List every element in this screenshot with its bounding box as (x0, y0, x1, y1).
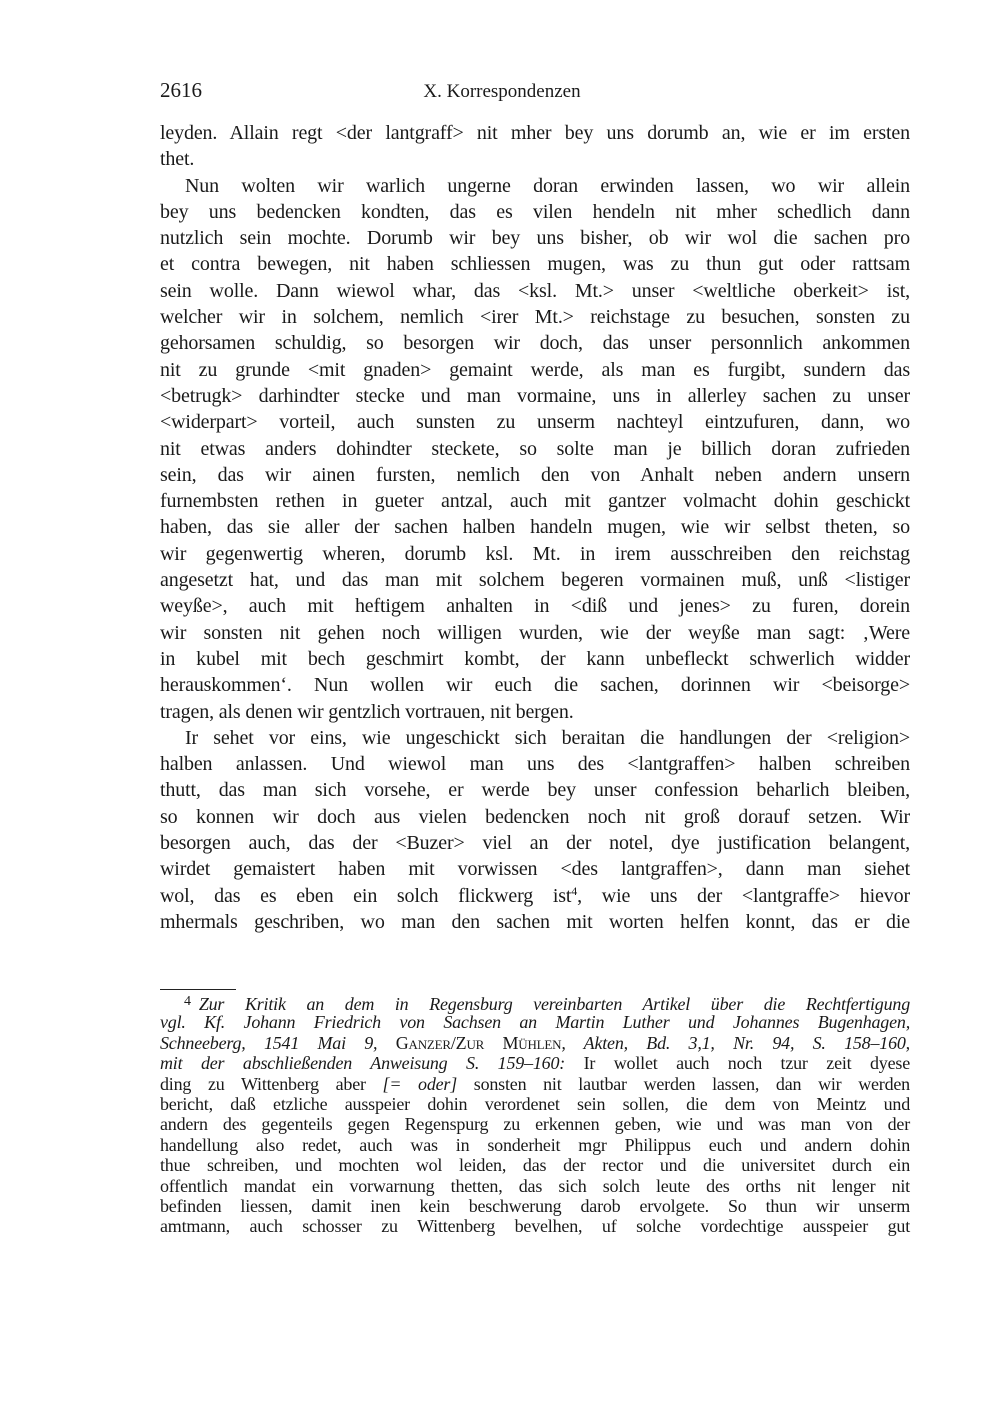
footnote-line (160, 1114, 910, 1134)
footnote-text: offentlich mandat ein vorwarnung thetten, das sich solch leute des orths nit lenger nit (160, 1175, 910, 1196)
footnote-text: befinden liessen, damit inen kein beschwerung darob ervolgete. So thun wir unserm (160, 1195, 910, 1216)
footnote-line (160, 1094, 910, 1114)
text-line-content: et contra bewegen, nit haben schliessen mugen, was zu thun gut oder rattsam (160, 253, 910, 276)
footnote-reference[interactable]: 4 (571, 883, 578, 898)
text-line (160, 173, 910, 199)
text-line (160, 225, 910, 251)
text-line (160, 120, 910, 146)
footnotes (160, 992, 910, 1237)
text-line-content: gehorsamen schuldig, so besorgen wir doch, das unser personnlich ankommen (160, 332, 910, 355)
footnote-line (160, 1176, 910, 1196)
footnote-line (160, 992, 910, 1012)
text-line-content: angesetzt hat, und das man mit solchem begeren vormainen muß, unß <listiger (160, 569, 910, 592)
text-line (160, 251, 910, 277)
text-line (160, 304, 910, 330)
text-line-content: nit zu grunde <mit gnaden> gemaint werde, als man es furgibt, sundern das (160, 358, 910, 381)
footnote-text: [= oder] (382, 1073, 458, 1094)
text-line-content: halben anlassen. Und wiewol man uns des <lantgraffen> halben schreiben (160, 753, 910, 776)
footnote-line (160, 1053, 910, 1073)
footnote-line (160, 1135, 910, 1155)
text-line-content: bey uns bedencken kondten, das es vilen hendeln nit mher schedlich dann (160, 200, 910, 223)
text-line-content: wir gegenwertig wheren, dorumb ksl. Mt. in irem ausschreiben den reichstag (160, 542, 910, 565)
text-line-content: thet. (160, 148, 195, 171)
running-head: X. Korrespondenzen (423, 81, 581, 102)
text-line (160, 620, 910, 646)
text-line (160, 146, 910, 172)
text-line-content: haben, das sie aller der sachen halben handeln mugen, wie wir selbst theten, so (160, 516, 910, 539)
text-line (160, 330, 910, 356)
text-line (160, 646, 910, 672)
text-line (160, 804, 910, 830)
footnote-text: sonsten nit lautbar werden lassen, dan wir werden (457, 1073, 910, 1094)
text-line (160, 672, 910, 698)
text-line (160, 909, 910, 935)
footnote-text: , Akten, Bd. 3,1, Nr. 94, S. 158–160, (561, 1032, 910, 1053)
text-line (160, 436, 910, 462)
text-line-content: nit etwas anders dohindter steckete, so solte man je billich doran zufrieden (160, 437, 910, 460)
footnote-rule (160, 989, 236, 990)
text-line-content: wol, das es eben ein solch flickwerg ist (160, 884, 572, 907)
text-line (160, 462, 910, 488)
text-line-content: furnembsten rethen in gueter antzal, auch mit gantzer volmacht dohin geschickt (160, 490, 910, 513)
footnote-line (160, 1033, 910, 1053)
text-line-content: wirdet gemaistert haben mit vorwissen <des lantgraffen>, dann man siehet (160, 858, 910, 881)
footnote-line (160, 1074, 910, 1094)
text-line (160, 357, 910, 383)
text-line (160, 699, 910, 725)
text-line (160, 514, 910, 540)
footnote-text: Schneeberg, 1541 Mai 9, (160, 1032, 396, 1053)
text-line-content: sein, das wir ainen fursten, nemlich den von Anhalt neben andern unsern (160, 463, 910, 486)
footnote-text: ding zu Wittenberg aber (160, 1073, 383, 1094)
text-line (160, 593, 910, 619)
text-line-content: Nun wolten wir warlich ungerne doran erwinden lassen, wo wir allein (185, 174, 910, 197)
text-line-content: thutt, das man sich vorsehe, er werde bey unser confession beharlich bleiben, (160, 779, 910, 802)
text-line (160, 883, 910, 909)
footnote-text: thue schreiben, und mochten wol leiden, das der rector und die universitet durch ein (160, 1155, 910, 1176)
text-line (160, 725, 910, 751)
text-line (160, 488, 910, 514)
footnote-line (160, 1012, 910, 1032)
text-line-content: mhermals geschriben, wo man den sachen mit worten helfen konnt, das er die (160, 910, 910, 933)
text-line-content: , wie uns der <lantgraffe> hievor (577, 884, 910, 907)
text-line-content: besorgen auch, das der <Buzer> viel an der notel, dye justification belangent, (160, 832, 910, 855)
footnote-line (160, 1216, 910, 1236)
text-line-content: herauskommen‘. Nun wollen wir euch die sachen, dorinnen wir <beisorge> (160, 674, 910, 697)
footnote-text: Zur Kritik an dem in Regensburg vereinbarten Artikel über die Rechtfertigung (198, 994, 910, 1014)
text-line (160, 409, 910, 435)
text-line-content: welcher wir in solchem, nemlich <irer Mt.> reichstage zu besuchen, sonsten zu (160, 306, 910, 329)
text-line (160, 278, 910, 304)
text-line-content: Ir sehet vor eins, wie ungeschickt sich beraitan die handlungen der <religion> (185, 726, 910, 749)
text-line-content: leyden. Allain regt <der lantgraff> nit mher bey uns dorumb an, wie er im ersten (160, 122, 910, 144)
text-line-content: tragen, als denen wir gentzlich vortrauen, nit bergen. (160, 700, 574, 723)
footnote-text: andern des gegenteils gegen Regenspurg zu erkennen geben, wie und was man von der (160, 1114, 910, 1135)
text-line-content: wir sonsten nit gehen noch willigen wurden, wie der weyße man sagt: ‚Were (160, 621, 910, 644)
text-line (160, 856, 910, 882)
text-line-content: <betrugk> darhindter stecke und man vormaine, uns in allerley sachen zu unser (160, 384, 910, 407)
footnote-text: vgl. Kf. Johann Friedrich von Sachsen an Martin Luther und Johannes Bugenhagen, (160, 1012, 910, 1033)
footnote-marker: 4 (184, 994, 191, 1009)
page-number: 2616 (160, 78, 202, 102)
text-line (160, 199, 910, 225)
footnote-text: mit der abschließenden Anweisung S. 159–160: (160, 1053, 584, 1074)
text-line (160, 751, 910, 777)
text-line-content: sein wolle. Dann wiewol whar, das <ksl. Mt.> unser <weltliche oberkeit> ist, (160, 279, 910, 302)
main-text (160, 120, 910, 935)
text-line-content: in kubel mit bech geschmirt kombt, der kann unbefleckt schwerlich widder (160, 647, 910, 670)
text-line-content: so konnen wir doch aus vielen bedencken noch nit groß dorauf setzen. Wir (160, 805, 910, 828)
text-line (160, 777, 910, 803)
footnote-text: bericht, daß etzliche ausspeier dohin verordenet sein sollen, die dem von Meintz und (160, 1093, 910, 1114)
footnote-text: handellung also redet, auch was in sonderheit mgr Philippus euch und andern dohin (160, 1134, 910, 1155)
footnote-text: Ir wollet auch noch tzur zeit dyese (583, 1053, 910, 1074)
text-line (160, 541, 910, 567)
footnote-text: amtmann, auch schosser zu Wittenberg bevelhen, uf solche vordechtige ausspeier gut (160, 1216, 910, 1237)
footnote-line (160, 1155, 910, 1175)
text-line-content: weyße>, auch mit heftigem anhalten in <diß und jenes> zu furen, dorein (160, 595, 910, 618)
text-line-content: <widerpart> vorteil, auch sunsten zu unserm nachteyl eintzufuren, dann, wo (160, 411, 910, 434)
text-line (160, 830, 910, 856)
footnote-line (160, 1196, 910, 1216)
text-line (160, 567, 910, 593)
text-line (160, 383, 910, 409)
footnote-text: Ganzer/Zur Mühlen (395, 1032, 562, 1053)
text-line-content: nutzlich sein mochte. Dorumb wir bey uns bisher, ob wir wol die sachen pro (160, 227, 910, 250)
